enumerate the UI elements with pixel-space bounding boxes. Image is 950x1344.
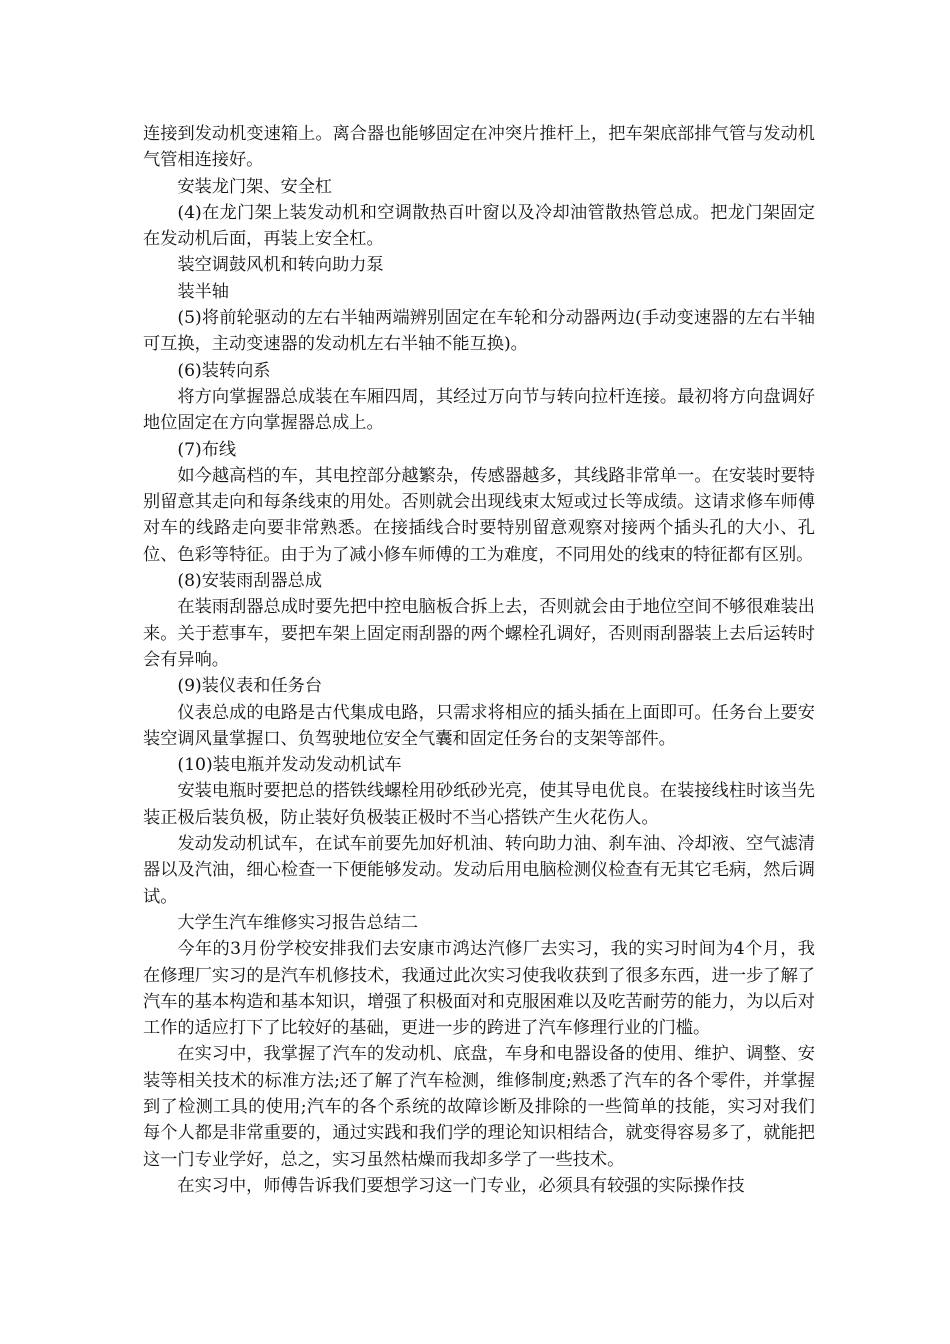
paragraph-heading: (7)布线 [177, 439, 237, 460]
paragraph: (5)将前轮驱动的左右半轴两端辨别固定在车轮和分动器两边(手动变速器的左右半轴可互换，主动变速器的发动机左右半轴不能互换)。 [143, 308, 815, 355]
paragraph-heading: (9)装仪表和任务台 [177, 676, 323, 697]
paragraph-heading: (6)装转向系 [177, 360, 271, 381]
paragraph: 在装雨刮器总成时要先把中控电脑板合拆上去，否则就会由于地位空间不够很难装出来。关于惹事车，要把车架上固定雨刮器的两个螺栓孔调好，否则雨刮器装上去后运转时会有异响。 [143, 597, 815, 670]
paragraph: 在实习中，师傅告诉我们要想学习这一门专业，必须具有较强的实际操作技 [177, 1175, 745, 1196]
paragraph: 如今越高档的车，其电控部分越繁杂，传感器越多，其线路非常单一。在安装时要特别留意其走向和每条线束的用处。否则就会出现线束太短或过长等成绩。这请求修车师傅对车的线路走向要非常熟悉。在接插线合时要特别留意观察对接两个插头孔的大小、孔位、色彩等特征。由于为了减小修车师傅的工为难度，不同用处的线束的特征都有区别。 [143, 465, 815, 565]
paragraph: 安装电瓶时要把总的搭铁线螺栓用砂纸砂光亮，使其导电优良。在装接线柱时该当先装正极后装负极，防止装好负极装正极时不当心搭铁产生火花伤人。 [143, 781, 815, 828]
paragraph: 在实习中，我掌握了汽车的发动机、底盘，车身和电器设备的使用、维护、调整、安装等相关技术的标准方法;还了解了汽车检测，维修制度;熟悉了汽车的各个零件，并掌握到了检测工具的使用;汽车的各个系统的故障诊断及排除的一些简单的技能，实习对我们每个人都是非常重要的，通过实践和我们学的理论知识相结合，就变得容易多了，就能把这一门专业学好，总之，实习虽然枯燥而我却多学了一些技术。 [143, 1044, 815, 1170]
paragraph-heading: (8)安装雨刮器总成 [177, 571, 323, 592]
paragraph: 仪表总成的电路是古代集成电路，只需求将相应的插头插在上面即可。任务台上要安装空调风量掌握口、负驾驶地位安全气囊和固定任务台的支架等部件。 [143, 702, 815, 749]
paragraph: 发动发动机试车，在试车前要先加好机油、转向助力油、刹车油、冷却液、空气滤清器以及汽油，细心检查一下便能够发动。发动后用电脑检测仪检查有无其它毛病，然后调试。 [143, 834, 815, 907]
document-body [143, 121, 815, 1199]
paragraph-heading: (10)装电瓶并发动发动机试车 [177, 755, 402, 776]
paragraph: 将方向掌握器总成装在车厢四周，其经过万向节与转向拉杆连接。最初将方向盘调好地位固定在方向掌握器总成上。 [143, 386, 815, 434]
paragraph-heading: 装半轴 [177, 281, 229, 302]
section-title: 大学生汽车维修实习报告总结二 [177, 912, 419, 933]
paragraph-continuation: 连接到发动机变速箱上。离合器也能够固定在冲突片推杆上，把车架底部排气管与发动机气管相连接好。 [143, 124, 815, 171]
paragraph: 今年的3月份学校安排我们去安康市鸿达汽修厂去实习，我的实习时间为4个月，我在修理厂实习的是汽车机修技术，我通过此次实习使我收获到了很多东西，进一步了解了汽车的基本构造和基本知识，增强了积极面对和克服困难以及吃苦耐劳的能力，为以后对工作的适应打下了比较好的基础，更进一步的跨进了汽车修理行业的门槛。 [143, 939, 815, 1039]
paragraph: (4)在龙门架上装发动机和空调散热百叶窗以及冷却油管散热管总成。把龙门架固定在发动机后面，再装上安全杠。 [143, 202, 815, 250]
paragraph-heading: 安装龙门架、安全杠 [177, 176, 333, 197]
paragraph-heading: 装空调鼓风机和转向助力泵 [177, 255, 384, 276]
